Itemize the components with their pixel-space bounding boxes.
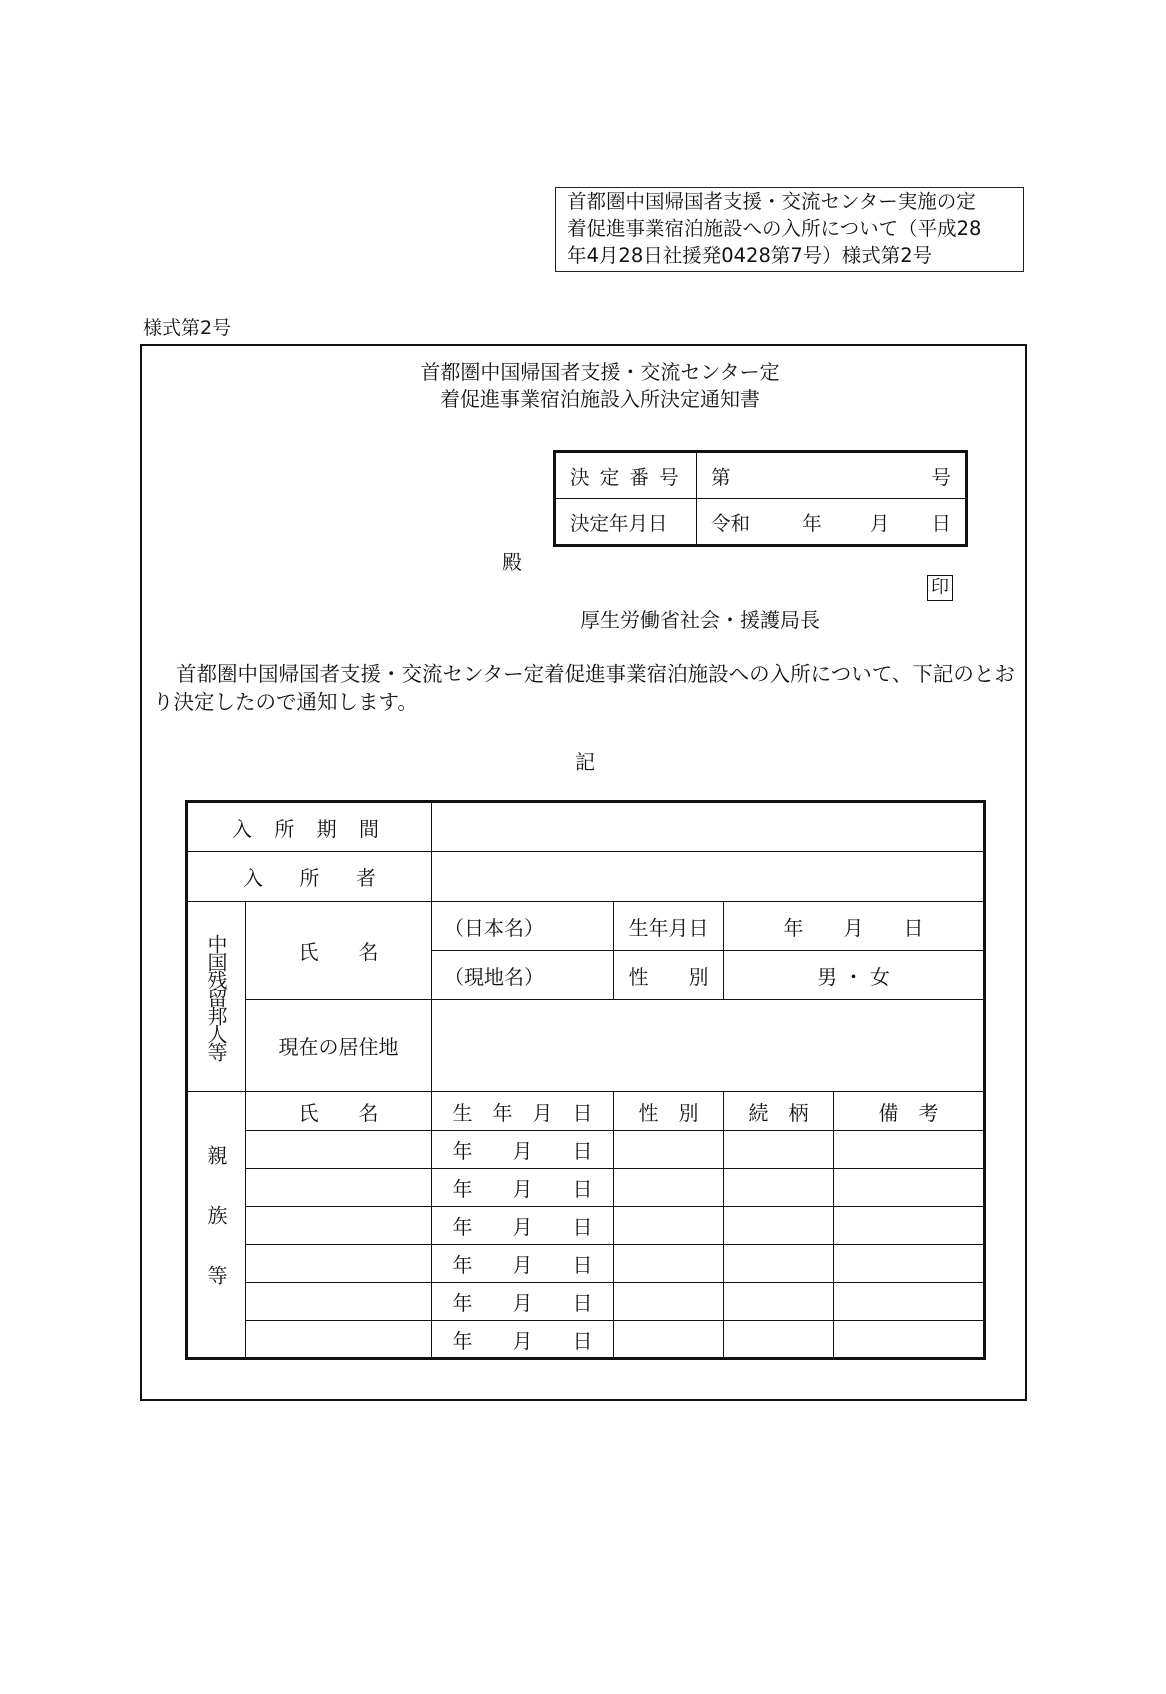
family-header-row bbox=[187, 1092, 985, 1131]
family-birth-cell[interactable]: 年 月 日 bbox=[432, 1283, 614, 1321]
decision-date-month: 月 bbox=[869, 511, 890, 535]
address-field[interactable] bbox=[432, 1000, 985, 1092]
family-relation-cell[interactable] bbox=[724, 1321, 834, 1359]
address-label: 現在の居住地 bbox=[246, 1000, 432, 1092]
decision-number-field[interactable] bbox=[697, 452, 967, 499]
family-relation-cell[interactable] bbox=[724, 1131, 834, 1169]
name-label: 氏 名 bbox=[246, 902, 432, 1000]
family-name-cell[interactable] bbox=[246, 1321, 432, 1359]
family-birth-cell[interactable]: 年 月 日 bbox=[432, 1207, 614, 1245]
family-header-relation: 続 柄 bbox=[724, 1092, 834, 1131]
decision-date-day: 日 bbox=[931, 511, 951, 535]
period-label: 入 所 期 間 bbox=[187, 802, 432, 852]
local-name-field[interactable] bbox=[432, 951, 614, 1000]
family-gender-cell[interactable] bbox=[614, 1207, 724, 1245]
decision-date-year: 年 bbox=[802, 511, 822, 535]
reference-note-line2: 着促進事業宿泊施設への入所について（平成28 bbox=[567, 217, 982, 240]
body-text bbox=[153, 660, 1018, 716]
family-relation-cell[interactable] bbox=[724, 1283, 834, 1321]
family-name-cell[interactable] bbox=[246, 1207, 432, 1245]
family-header-gender: 性 別 bbox=[614, 1092, 724, 1131]
family-relation-cell[interactable] bbox=[724, 1169, 834, 1207]
family-gender-cell[interactable] bbox=[614, 1169, 724, 1207]
decision-number-row bbox=[555, 452, 967, 499]
address-row bbox=[187, 1000, 985, 1092]
reference-note-line1: 首都圏中国帰国者支援・交流センター実施の定 bbox=[567, 190, 976, 213]
decision-number-prefix: 第 bbox=[711, 465, 731, 489]
family-remarks-cell[interactable] bbox=[834, 1283, 985, 1321]
name-row-japanese bbox=[187, 902, 985, 951]
decision-date-label: 決定年月日 bbox=[555, 499, 697, 546]
decision-date-row bbox=[555, 499, 967, 546]
local-name-label: （現地名） bbox=[444, 964, 545, 989]
birth-field[interactable]: 年 月 日 bbox=[724, 902, 985, 951]
group-orphan bbox=[187, 902, 246, 1092]
japanese-name-field[interactable] bbox=[432, 902, 614, 951]
family-name-cell[interactable] bbox=[246, 1169, 432, 1207]
family-row bbox=[187, 1131, 985, 1169]
form-number-label: 様式第2号 bbox=[143, 317, 232, 339]
family-row bbox=[187, 1321, 985, 1359]
gender-field[interactable]: 男 ・ 女 bbox=[724, 951, 985, 1000]
resident-row bbox=[187, 852, 985, 902]
period-field[interactable] bbox=[432, 802, 985, 852]
group-orphan-label: 中国残留邦人等 bbox=[204, 933, 228, 1060]
family-remarks-cell[interactable] bbox=[834, 1245, 985, 1283]
family-row bbox=[187, 1283, 985, 1321]
family-birth-cell[interactable]: 年 月 日 bbox=[432, 1321, 614, 1359]
family-row bbox=[187, 1169, 985, 1207]
family-birth-cell[interactable]: 年 月 日 bbox=[432, 1169, 614, 1207]
family-header-remarks: 備 考 bbox=[834, 1092, 985, 1131]
family-remarks-cell[interactable] bbox=[834, 1131, 985, 1169]
title-line1: 首都圏中国帰国者支援・交流センター定 bbox=[420, 360, 780, 384]
family-header-name: 氏 名 bbox=[246, 1092, 432, 1131]
main-table bbox=[185, 800, 986, 1360]
family-birth-cell[interactable]: 年 月 日 bbox=[432, 1245, 614, 1283]
family-remarks-cell[interactable] bbox=[834, 1321, 985, 1359]
group-family bbox=[187, 1092, 246, 1359]
family-birth-cell[interactable]: 年 月 日 bbox=[432, 1131, 614, 1169]
japanese-name-label: （日本名） bbox=[444, 915, 545, 940]
birth-label: 生年月日 bbox=[614, 902, 724, 951]
family-row bbox=[187, 1207, 985, 1245]
period-row bbox=[187, 802, 985, 852]
family-gender-cell[interactable] bbox=[614, 1283, 724, 1321]
family-remarks-cell[interactable] bbox=[834, 1169, 985, 1207]
decision-number-label: 決 定 番 号 bbox=[555, 452, 697, 499]
group-family-label: 親族等 bbox=[204, 1144, 228, 1325]
reference-note bbox=[555, 187, 1024, 272]
decision-date-field[interactable] bbox=[697, 499, 967, 546]
decision-number-suffix: 号 bbox=[931, 465, 951, 489]
issuer: 厚生労働省社会・援護局長 bbox=[580, 608, 820, 632]
family-relation-cell[interactable] bbox=[724, 1245, 834, 1283]
reference-note-line3: 年4月28日社援発0428第7号）様式第2号 bbox=[567, 244, 933, 267]
decision-table bbox=[553, 450, 968, 547]
family-remarks-cell[interactable] bbox=[834, 1207, 985, 1245]
body-text-content: 首都圏中国帰国者支援・交流センター定着促進事業宿泊施設への入所について、下記のとおり決定したので通知します。 bbox=[153, 662, 1015, 714]
family-gender-cell[interactable] bbox=[614, 1245, 724, 1283]
family-header-birth: 生 年 月 日 bbox=[432, 1092, 614, 1131]
family-name-cell[interactable] bbox=[246, 1283, 432, 1321]
family-relation-cell[interactable] bbox=[724, 1207, 834, 1245]
resident-label: 入 所 者 bbox=[187, 852, 432, 902]
family-row bbox=[187, 1245, 985, 1283]
gender-label: 性 別 bbox=[614, 951, 724, 1000]
resident-field[interactable] bbox=[432, 852, 985, 902]
family-gender-cell[interactable] bbox=[614, 1131, 724, 1169]
family-name-cell[interactable] bbox=[246, 1245, 432, 1283]
title-line2: 着促進事業宿泊施設入所決定通知書 bbox=[440, 387, 760, 411]
decision-date-era: 令和 bbox=[711, 511, 751, 535]
seal-mark: 印 bbox=[927, 575, 953, 601]
family-gender-cell[interactable] bbox=[614, 1321, 724, 1359]
ki-label: 記 bbox=[575, 750, 595, 774]
family-name-cell[interactable] bbox=[246, 1131, 432, 1169]
addressee-suffix: 殿 bbox=[502, 550, 522, 574]
